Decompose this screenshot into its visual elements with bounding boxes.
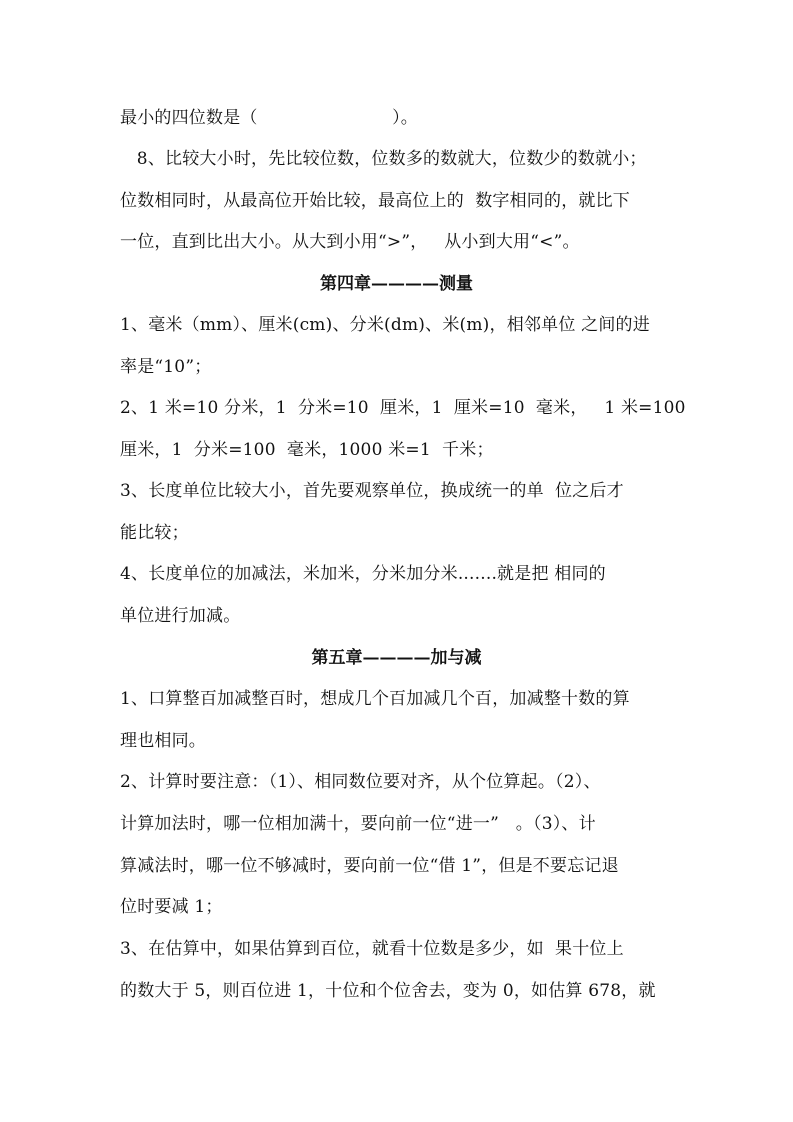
text-line: 8、比较大小时，先比较位数，位数多的数就大，位数少的数就小；: [120, 149, 647, 169]
text-line: 厘米，1 分米=100 毫米，1000 米=1 千米；: [120, 440, 494, 460]
text-line: 计算加法时，哪一位相加满十，要向前一位“进一” 。（3）、计: [120, 814, 596, 834]
text-line: 4、长度单位的加减法，米加米，分米加分米.......就是把 相同的: [120, 564, 606, 584]
text-line: 1、口算整百加减整百时，想成几个百加减几个百，加减整十数的算: [120, 689, 630, 709]
text-line: 位数相同时，从最高位开始比较，最高位上的 数字相同的，就比下: [120, 191, 631, 211]
text-line: 3、长度单位比较大小，首先要观察单位，换成统一的单 位之后才: [120, 481, 624, 501]
text-line: 率是“10”；: [120, 357, 212, 377]
text-line: 2、计算时要注意：（1）、相同数位要对齐，从个位算起。（2）、: [120, 772, 601, 792]
text-line: 最小的四位数是（ ）。: [120, 108, 418, 128]
text-line: 能比较；: [120, 523, 189, 543]
text-line: 算减法时，哪一位不够减时，要向前一位“借 1”，但是不要忘记退: [120, 856, 619, 876]
text-line: 单位进行加减。: [120, 606, 241, 626]
text-line: 位时要减 1；: [120, 897, 223, 917]
text-line: 理也相同。: [120, 731, 206, 751]
text-line: 一位，直到比出大小。从大到小用“>”， 从小到大用“<”。: [120, 232, 580, 252]
chapter-heading-4: 第四章————测量: [320, 274, 473, 294]
text-line: 的数大于 5，则百位进 1，十位和个位舍去，变为 0，如估算 678，就: [120, 981, 656, 1001]
text-line: 1、毫米（mm）、厘米(cm)、分米(dm)、米(m)，相邻单位 之间的进: [120, 315, 650, 335]
text-line: 2、1 米=10 分米，1 分米=10 厘米，1 厘米=10 毫米， 1 米=100: [120, 398, 686, 418]
text-line: 3、在估算中，如果估算到百位，就看十位数是多少，如 果十位上: [120, 939, 624, 959]
chapter-heading-5: 第五章————加与减: [311, 648, 482, 668]
